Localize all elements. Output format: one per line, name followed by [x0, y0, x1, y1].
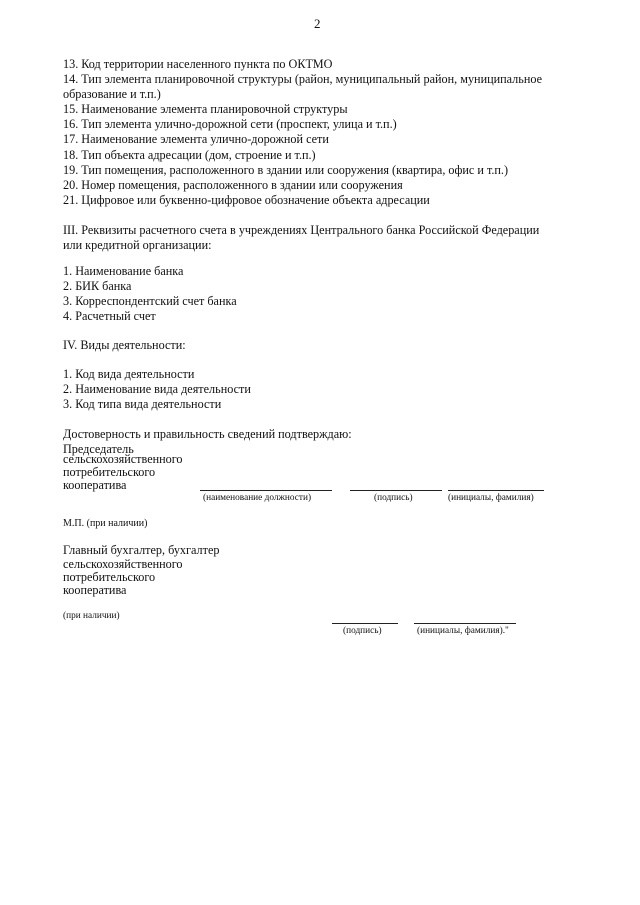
position-signature-line [200, 490, 332, 491]
accountant-title: кооператива [63, 583, 127, 597]
list-item: 13. Код территории населенного пункта по ОКТМО [63, 57, 333, 71]
confirmation-text: Достоверность и правильность сведений подтверждаю: [63, 427, 352, 441]
accountant-initials-caption: (инициалы, фамилия)." [417, 626, 509, 636]
accountant-initials-line [414, 623, 516, 624]
list-item: 2. Наименование вида деятельности [63, 382, 251, 396]
chair-title: Председатель [63, 442, 134, 456]
section-3-heading: III. Реквизиты расчетного счета в учреждениях Центрального банка Российской Федерации [63, 223, 540, 237]
list-item: 1. Наименование банка [63, 264, 184, 278]
list-item: 20. Номер помещения, расположенного в здании или сооружения [63, 178, 403, 192]
accountant-title: Главный бухгалтер, бухгалтер [63, 543, 220, 557]
initials-line [448, 490, 544, 491]
position-caption: (наименование должности) [203, 493, 312, 503]
list-item: 3. Код типа вида деятельности [63, 397, 222, 411]
list-item: образование и т.п.) [63, 87, 161, 101]
accountant-signature-line [332, 623, 398, 624]
list-item: 21. Цифровое или буквенно-цифровое обозначение объекта адресации [63, 193, 430, 207]
section-4-heading: IV. Виды деятельности: [63, 338, 186, 352]
signature-line [350, 490, 442, 491]
list-item: 17. Наименование элемента улично-дорожной сети [63, 132, 329, 146]
section-3-heading-cont: или кредитной организации: [63, 238, 212, 252]
list-item: 19. Тип помещения, расположенного в здании или сооружения (квартира, офис и т.п.) [63, 163, 509, 177]
stamp-note: М.П. (при наличии) [63, 518, 148, 529]
presence-note: (при наличии) [63, 611, 120, 621]
initials-caption: (инициалы, фамилия) [448, 493, 534, 503]
accountant-title: сельскохозяйственного [63, 557, 183, 571]
list-item: 18. Тип объекта адресации (дом, строение и т.п.) [63, 148, 316, 162]
chair-title: сельскохозяйственного [63, 452, 183, 466]
signature-caption: (подпись) [374, 493, 413, 503]
accountant-title: потребительского [63, 570, 156, 584]
chair-title: кооператива [63, 478, 127, 492]
list-item: 2. БИК банка [63, 279, 132, 293]
list-item: 1. Код вида деятельности [63, 367, 195, 381]
list-item: 14. Тип элемента планировочной структуры (район, муниципальный район, муниципальное [63, 72, 542, 86]
list-item: 3. Корреспондентский счет банка [63, 294, 237, 308]
accountant-signature-caption: (подпись) [343, 626, 382, 636]
list-item: 4. Расчетный счет [63, 309, 156, 323]
list-item: 15. Наименование элемента планировочной структуры [63, 102, 348, 116]
page-number: 2 [314, 16, 321, 31]
list-item: 16. Тип элемента улично-дорожной сети (проспект, улица и т.п.) [63, 117, 397, 131]
chair-title: потребительского [63, 465, 156, 479]
